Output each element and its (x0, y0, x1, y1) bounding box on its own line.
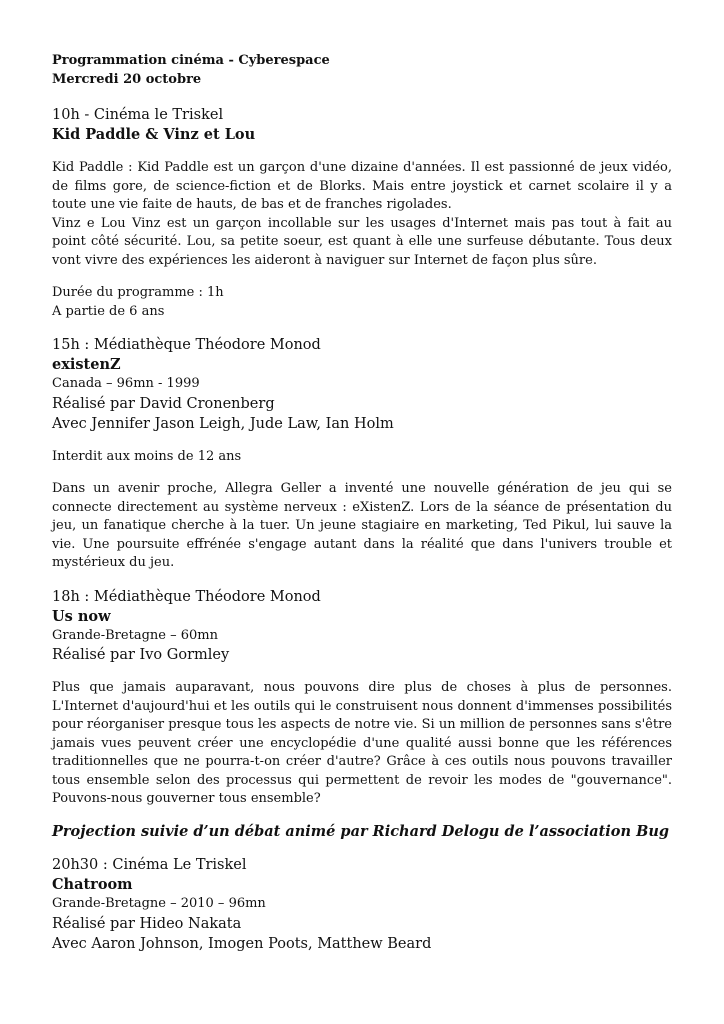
event-cast: Avec Jennifer Jason Leigh, Jude Law, Ian Holm (52, 415, 394, 432)
event-cast: Avec Aaron Johnson, Imogen Poots, Matthew Beard (52, 935, 432, 952)
event-synopsis: Plus que jamais auparavant, nous pouvons dire plus de choses à plus de personnes. L'Internet d'aujourd'hui et les outils qui le construisent nous donnent d'immenses possibilités pour réorganiser presque tous les aspects de notre vie. Si un million de personnes sans s'être jamais vues peuvent créer une encyclopédie d'une qualité aussi bonne que les références traditionnelles que ne pourra-t-on créer d'autre? Grâce à ces outils nous pouvons travailler tous ensemble selon des processus qui permettent de revoir les modes de "gouvernance". Pouvons-nous gouverner tous ensemble? (52, 680, 672, 806)
event-info: Canada – 96mn - 1999 (52, 376, 200, 391)
event-director: Réalisé par David Cronenberg (52, 395, 275, 412)
event-time-place: 10h - Cinéma le Triskel (52, 107, 224, 123)
event-info: Grande-Bretagne – 2010 – 96mn (52, 896, 266, 911)
event-title: existenZ (52, 356, 121, 373)
document-page (52, 52, 672, 954)
event-info: Grande-Bretagne – 60mn (52, 627, 218, 643)
event-paragraph: Vinz e Lou Vinz est un garçon incollable sur les usages d'Internet mais pas tout à fait au point côté sécurité. Lou, sa petite soeur, est quant à elle une surfeuse débutante. Tous deux vont vivre des expériences les aideront à naviguer sur Internet de façon plus sûre. (52, 215, 672, 268)
document-date: Mercredi 20 octobre (52, 71, 202, 87)
event-title: Us now (52, 607, 111, 625)
event-paragraph: Kid Paddle : Kid Paddle est un garçon d'une dizaine d'années. Il est passionné de jeux vidéo, de films gore, de science-fiction et de Blorks. Mais entre joystick et carnet scolaire il y a toute une vie faite de hauts, de bas et de franches rigolades. (52, 160, 672, 212)
event-director: Réalisé par Hideo Nakata (52, 915, 242, 932)
event-title: Kid Paddle & Vinz et Lou (52, 126, 256, 143)
event-time-place: 18h : Médiathèque Théodore Monod (52, 588, 321, 605)
event-title: Chatroom (52, 876, 133, 893)
event-restriction: Interdit aux moins de 12 ans (52, 448, 242, 464)
event-time-place: 15h : Médiathèque Théodore Monod (52, 337, 321, 353)
event-time-place: 20h30 : Cinéma Le Triskel (52, 857, 247, 873)
document-title: Programmation cinéma - Cyberespace (52, 53, 330, 68)
event-note: Projection suivie d’un débat animé par Richard Delogu de l’association Bug (52, 822, 670, 840)
event-synopsis: Dans un avenir proche, Allegra Geller a inventé une nouvelle génération de jeu qui se connecte directement au système nerveux : eXistenZ. Lors de la séance de présentation du jeu, un fanatique cherche à la tuer. Un jeune stagiaire en marketing, Ted Pikul, lui sauve la vie. Une poursuite effrénée s'engage autant dans la réalité que dans l'univers trouble et mystérieux du jeu. (52, 481, 672, 570)
event-director: Réalisé par Ivo Gormley (52, 647, 230, 663)
event-age: A partie de 6 ans (52, 303, 165, 319)
event-duration: Durée du programme : 1h (52, 285, 224, 300)
